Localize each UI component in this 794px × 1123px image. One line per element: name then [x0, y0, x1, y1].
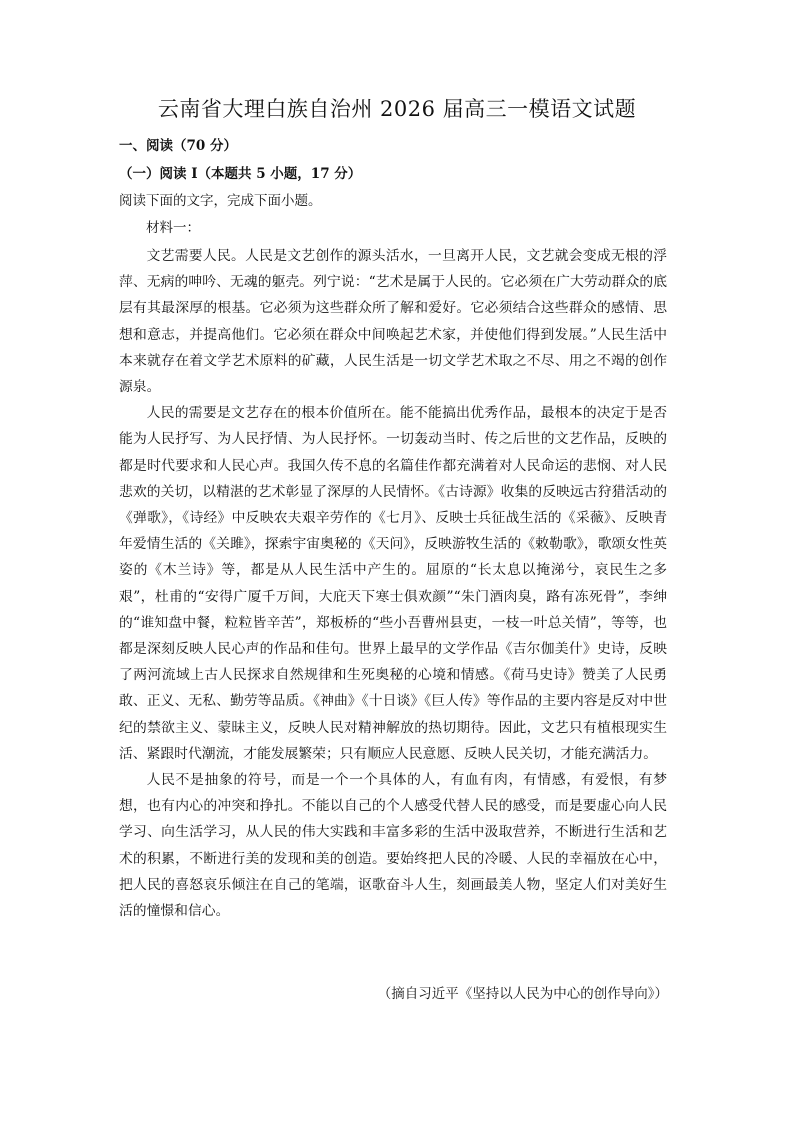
subsection-heading: （一）阅读 I（本题共 5 小题，17 分）: [119, 166, 362, 182]
passage-paragraph-2: 人民的需要是文艺存在的根本价值所在。能不能搞出优秀作品，最根本的决定于是否能为人民抒写、为人民抒情、为人民抒怀。一切轰动当时、传之后世的文艺作品，反映的都是时代要求和人民心声。我国久传不息的名篇佳作都充满着对人民命运的悲悯、对人民悲欢的关切，以精湛的艺术彰显了深厚的人民情怀。《古诗源》收集的反映远古狩猎活动的《弹歌》，《诗经》中反映农夫艰辛劳作的《七月》、反映士兵征战生活的《采薇》、反映青年爱情生活的《关雎》，探索宇宙奥秘的《天问》，反映游牧生活的《敕勒歌》，歌颂女性英姿的《木兰诗》等，都是从人民生活中产生的。屈原的“长太息以掩涕兮，哀民生之多艰”，杜甫的“安得广厦千万间，大庇天下寒士俱欢颜”“朱门酒肉臭，路有冻死骨”，李绅的“谁知盘中餐，粒粒皆辛苦”，郑板桥的“些小吾曹州县吏，一枝一叶总关情”，等等，也都是深刻反映人民心声的作品和佳句。世界上最早的文学作品《吉尔伽美什》史诗，反映了两河流域上古人民探求自然规律和生死奥秘的心境和情感。《荷马史诗》赞美了人民勇敢、正义、无私、勤劳等品质。《神曲》《十日谈》《巨人传》等作品的主要内容是反对中世纪的禁欲主义、蒙昧主义，反映人民对精神解放的热切期待。因此，文艺只有植根现实生活、紧跟时代潮流，才能发展繁荣；只有顺应人民意愿、反映人民关切，才能充满活力。: [119, 405, 667, 762]
reading-passage: [119, 243, 667, 924]
page-title: 云南省大理白族自治州 2026 届高三一模语文试题: [157, 97, 637, 121]
source-citation: （摘自习近平《坚持以人民为中心的创作导向》）: [377, 986, 668, 1002]
section-heading: 一、阅读（70 分）: [119, 138, 237, 154]
instruction-text: 阅读下面的文字，完成下面小题。: [119, 193, 322, 209]
passage-paragraph-3: 人民不是抽象的符号，而是一个一个具体的人，有血有肉，有情感，有爱恨，有梦想，也有内心的冲突和挣扎。不能以自己的个人感受代替人民的感受，而是要虚心向人民学习、向生活学习，从人民的伟大实践和丰富多彩的生活中汲取营养，不断进行生活和艺术的积累，不断进行美的发现和美的创造。要始终把人民的冷暖、人民的幸福放在心中，把人民的喜怒哀乐倾注在自己的笔端，讴歌奋斗人生，刻画最美人物，坚定人们对美好生活的憧憬和信心。: [119, 772, 667, 920]
material-label: 材料一：: [146, 220, 200, 236]
passage-paragraph-1: 文艺需要人民。人民是文艺创作的源头活水，一旦离开人民，文艺就会变成无根的浮萍、无病的呻吟、无魂的躯壳。列宁说：“艺术是属于人民的。它必须在广大劳动群众的底层有其最深厚的根基。它必须为这些群众所了解和爱好。它必须结合这些群众的感情、思想和意志，并提高他们。它必须在群众中间唤起艺术家，并使他们得到发展。”人民生活中本来就存在着文学艺术原料的矿藏，人民生活是一切文学艺术取之不尽、用之不竭的创作源泉。: [119, 248, 667, 396]
